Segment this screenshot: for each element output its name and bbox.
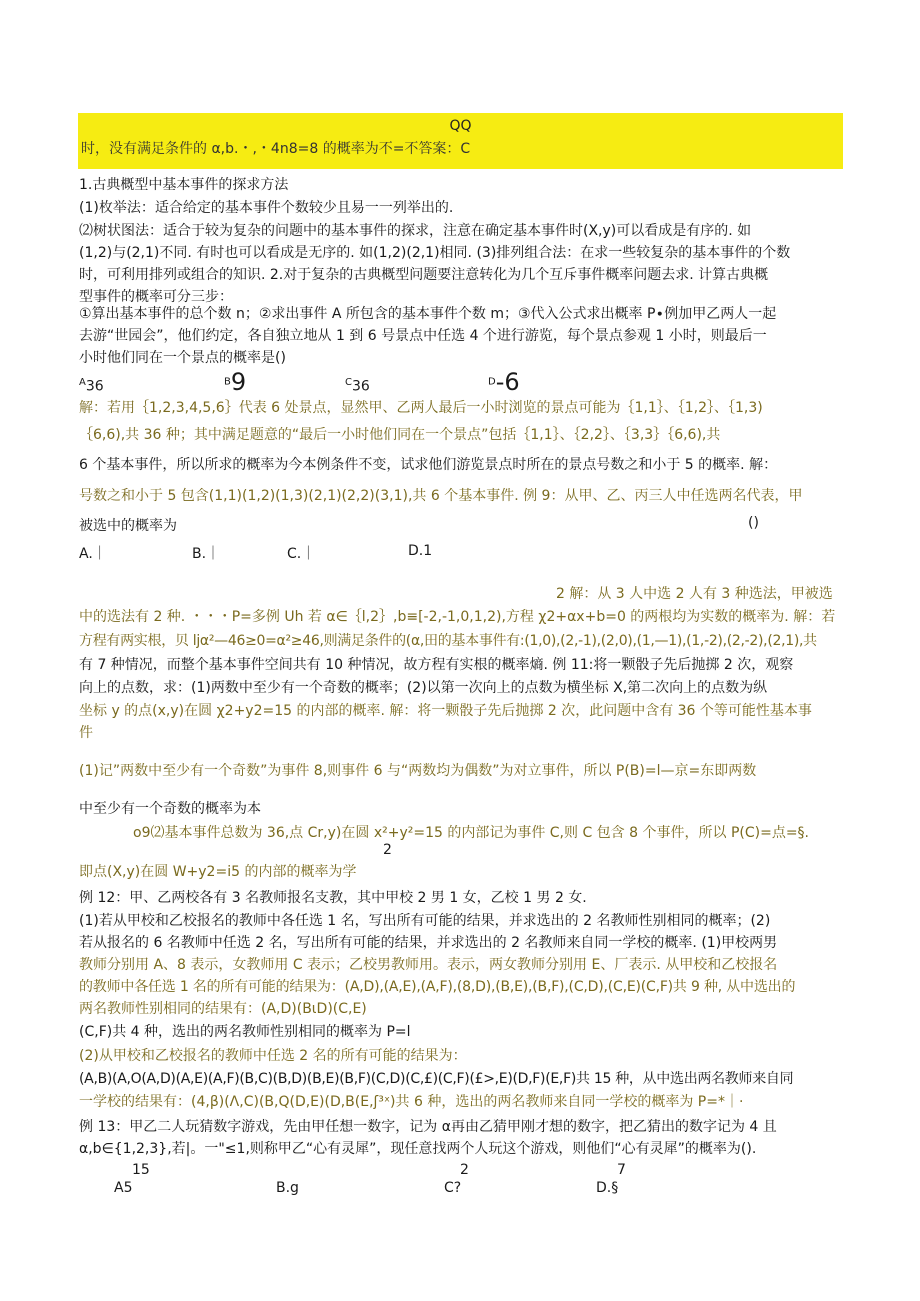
example13-option-a: A5 [114, 1180, 133, 1196]
option-c-letter: C [345, 377, 352, 388]
highlighted-answer-banner [78, 113, 843, 169]
example12-line-7: (C,F)共 4 种，选出的两名教师性别相同的概率为 P=l [79, 1024, 411, 1040]
example12-line-5: 的教师中各任选 1 名的所有可能的结果为：(A,D),(A,E),(A,F),(8,D),(B,E),(B,F),(C,D),(C,E)(C,F)共 9 种, 从中选出的 [79, 979, 796, 995]
solution1-line-5: 被选中的概率为 [79, 518, 177, 534]
solution2-line-3: 方程有两实根，贝 ljα²—46≥0=α²≥46,则满足条件的(α,田的基本事件有:(1,0),(2,-1),(2,0),(1,—1),(1,-2),(2,-2),(2,1),共 [79, 633, 817, 649]
example13-option-d: D.§ [596, 1180, 619, 1196]
option-c-value: 36 [351, 378, 370, 395]
example12-line-9: (A,B)(A,O(A,D)(A,E)(A,F)(B,C)(B,D)(B,E)(B,F)(C,D)(C,£)(C,F)(£>,E)(D,F)(E,F)共 15 种，从中选出两名教师来自同 [79, 1071, 794, 1087]
method-line-3: ⑵树状图法：适合于较为复杂的问题中的基本事件的探求，注意在确定基本事件时(X,y)可以看成是有序的. 如 [79, 223, 752, 239]
solution3-line-4: 即点(X,y)在圆 W+y2=i5 的内部的概率为学 [79, 864, 357, 880]
example13-option-c-numerator: 2 [460, 1162, 469, 1178]
solution2-line-6: 坐标 y 的点(x,y)在圆 χ2+y2=15 的内部的概率. 解：将一颗骰子先后抛掷 2 次，此问题中含有 36 个等可能性基本事 [79, 703, 812, 719]
banner-answer-line: 时，没有满足条件的 α,b.・,・4n8=8 的概率为不=不答案：C [81, 141, 471, 157]
example12-line-3: 若从报名的 6 名教师中任选 2 名，写出所有可能的结果，并求选出的 2 名教师来自同一学校的概率. (1)甲校两男 [79, 935, 778, 951]
solution3-line-2: 中至少有一个奇数的概率为本 [79, 801, 261, 817]
option-a [79, 377, 104, 395]
solution2-line-1: 2 解：从 3 人中选 2 人有 3 种选法，甲被选 [556, 586, 833, 602]
method-line-7: ①算出基本事件的总个数 n；②求出事件 A 所包含的基本事件个数 m；③代入公式求出概率 P∙例加甲乙两人一起 [79, 306, 777, 322]
method-line-9: 小时他们同在一个景点的概率是() [79, 350, 286, 366]
option-d-value: -6 [495, 368, 520, 396]
example12-line-6: 两名教师性别相同的结果有：(A,D)(BιD)(C,E) [79, 1001, 367, 1017]
option2-b: B.｜ [192, 546, 221, 562]
method-line-4: (1,2)与(2,1)不同. 有时也可以看成是无序的. 如(1,2)(2,1)相同. (3)排列组合法：在求一些较复杂的基本事件的个数 [79, 245, 791, 261]
solution1-line-4: 号数之和小于 5 包含(1,1)(1,2)(1,3)(2,1)(2,2)(3,1),共 6 个基本事件. 例 9：从甲、乙、丙三人中任选两名代表，甲 [79, 488, 803, 504]
solution1-line-3: 6 个基本事件，所以所求的概率为今本例条件不变，试求他们游览景点时所在的景点号数之和小于 5 的概率. 解： [79, 457, 778, 473]
method-line-5: 时，可利用排列或组合的知识. 2.对于复杂的古典概型问题要注意转化为几个互斥事件概率问题去求. 计算古典概 [79, 267, 769, 283]
example12-line-10: 一学校的结果有：(4,β)(Λ,C)(B,Q(D,E)(D,B(E,ʃ³ˣ)共 6 种，选出的两名教师来自同一学校的概率为 P=*｜· [79, 1094, 744, 1110]
option-b-value: 9 [230, 368, 247, 396]
example13-option-b: B.g [276, 1180, 299, 1196]
example13-option-d-numerator: 7 [617, 1162, 626, 1178]
option-a-value: 36 [85, 378, 104, 395]
solution2-line-4: 有 7 种情况，而整个基本事件空间共有 10 种情况，故方程有实根的概率熵. 例 11:将一颗骰子先后抛掷 2 次，观察 [79, 657, 794, 673]
solution1-line-1: 解：若用｛1,2,3,4,5,6｝代表 6 处景点，显然甲、乙两人最后一小时浏览的景点可能为｛1,1｝、｛1,2｝、｛1,3) [79, 400, 763, 416]
solution2-line-2: 中的选法有 2 种. ・・・P=多例 Uh 若 α∈｛l,2｝,b≡[-2,-1,0,1,2),方程 χ2+αx+b=0 的两根均为实数的概率为. 解：若 [79, 609, 836, 625]
banner-top-text: QQ [449, 118, 472, 134]
solution1-line-2: ｛6,6),共 36 种；其中满足题意的“最后一小时他们同在一个景点”包括｛1,1｝、｛2,2｝、｛3,3｝｛6,6),共 [79, 427, 721, 443]
method-heading: 1.古典概型中基本事件的探求方法 [79, 177, 289, 193]
answer-paren: () [748, 515, 759, 531]
option-c [345, 377, 370, 395]
solution2-line-7: 件 [79, 725, 93, 741]
example13-line-1: 例 13：甲乙二人玩猜数字游戏，先由甲任想一数字，记为 α再由乙猜甲刚才想的数字，把乙猜出的数字记为 4 且 [79, 1119, 777, 1135]
option2-a: A.｜ [79, 546, 107, 562]
solution3-line-3: o9⑵基本事件总数为 36,点 Cr,y)在圆 x²+y²=15 的内部记为事件 C,则 C 包含 8 个事件，所以 P(C)=点=§. [133, 825, 809, 841]
solution3-line-1: (1)记”两数中至少有一个奇数”为事件 8,则事件 6 与“两数均为偶数”为对立事件，所以 P(B)=l—京=东即两数 [79, 763, 757, 779]
option-d [488, 368, 520, 396]
option-d-letter: D [488, 376, 496, 388]
example12-line-4: 教师分别用 A、8 表示，女教师用 C 表示；乙校男教师用。表示，两女教师分别用 E、厂表示. 从甲校和乙校报名 [79, 957, 778, 973]
option2-d: D.1 [408, 543, 433, 559]
example13-line-2: α,b∈{1,2,3},若|。一"≤1,则称甲乙“心有灵犀”，现任意找两个人玩这个游戏，则他们“心有灵犀”的概率为(). [79, 1141, 757, 1157]
example13-option-a-numerator: 15 [132, 1162, 150, 1178]
option-b [224, 368, 246, 396]
method-line-2: (1)枚举法：适合给定的基本事件个数较少且易一一列举出的. [79, 200, 454, 216]
example13-option-c: C? [444, 1180, 462, 1196]
solution2-line-5: 向上的点数，求：(1)两数中至少有一个奇数的概率；(2)以第一次向上的点数为横坐标 X,第二次向上的点数为纵 [79, 680, 768, 696]
option-b-letter: B [224, 376, 231, 388]
example12-line-1: 例 12：甲、乙两校各有 3 名教师报名支教，其中甲校 2 男 1 女，乙校 1 男 2 女. [79, 890, 587, 906]
example12-line-8: (2)从甲校和乙校报名的教师中任选 2 名的所有可能的结果为： [79, 1048, 467, 1064]
option2-c: C.｜ [287, 546, 316, 562]
method-line-8: 去游“世园会”，他们约定，各自独立地从 1 到 6 号景点中任选 4 个进行游览，每个景点参观 1 小时，则最后一 [79, 328, 767, 344]
option-a-letter: A [79, 377, 86, 388]
solution3-denominator: 2 [383, 842, 392, 858]
method-line-6: 型事件的概率可分三步： [79, 289, 233, 305]
example12-line-2: (1)若从甲校和乙校报名的教师中各任选 1 名，写出所有可能的结果，并求选出的 2 名教师性别相同的概率；(2) [79, 913, 771, 929]
